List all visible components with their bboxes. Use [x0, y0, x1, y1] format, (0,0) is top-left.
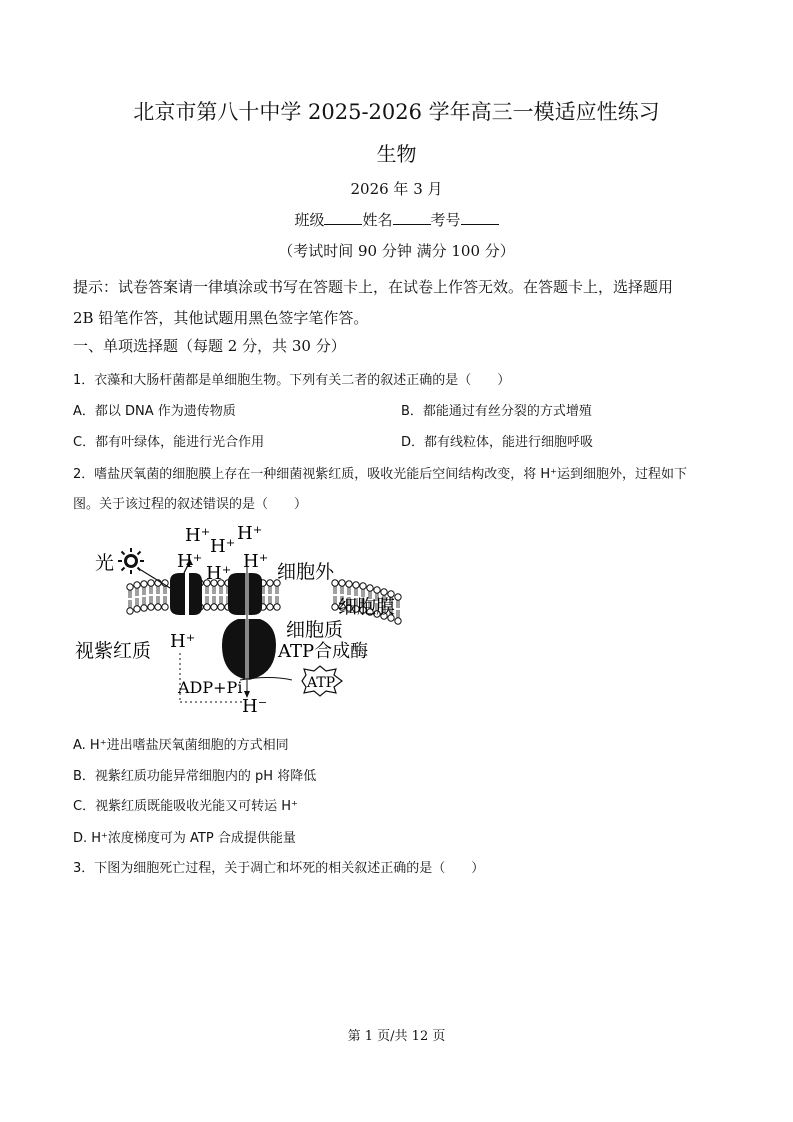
h-plus-2: H⁺ — [210, 536, 236, 557]
h-plus-5: H⁺ — [206, 563, 232, 584]
student-info — [0, 209, 793, 230]
label-cytoplasm: 细胞质 — [286, 619, 344, 641]
h-plus-inside: H⁺ — [170, 631, 196, 652]
name-label: 姓名 — [362, 211, 393, 229]
h-minus-bottom: H⁻ — [242, 696, 268, 717]
hint-line-1: 提示：试卷答案请一律填涂或书写在答题卡上，在试卷上作答无效。在答题卡上，选择题用 — [73, 278, 674, 296]
q2-option-a: A. H⁺进出嗜盐厌氧菌细胞的方式相同 — [73, 738, 289, 753]
q2-option-c: C．视紫红质既能吸收光能又可转运 H⁺ — [73, 799, 298, 814]
exam-hint — [73, 272, 733, 334]
atp-synthase-head — [222, 619, 276, 680]
subject-title: 生物 — [376, 142, 417, 166]
label-light: 光 — [95, 552, 115, 574]
h-plus-6: H⁺ — [243, 551, 269, 572]
question-2-stem-line-2: 图。关于该过程的叙述错误的是（ ） — [73, 497, 308, 512]
q1-option-b: B．都能通过有丝分裂的方式增殖 — [401, 404, 592, 419]
question-3-stem: 3．下图为细胞死亡过程，关于凋亡和坏死的相关叙述正确的是（ ） — [73, 861, 485, 876]
question-2-stem-line-1: 2．嗜盐厌氧菌的细胞膜上存在一种细菌视紫红质，吸收光能后空间结构改变，将 H⁺运到细胞外，过程如下 — [73, 467, 688, 482]
section-title: 一、单项选择题（每题 2 分，共 30 分） — [73, 337, 346, 355]
class-blank — [324, 210, 362, 225]
number-label: 考号 — [430, 211, 461, 229]
page-title: 北京市第八十中学 2025-2026 学年高三一模适应性练习 — [133, 100, 660, 124]
label-outside: 细胞外 — [277, 561, 335, 583]
q2-option-d: D. H⁺浓度梯度可为 ATP 合成提供能量 — [73, 831, 296, 846]
class-label: 班级 — [294, 211, 325, 229]
hint-line-2: 2B 铅笔作答，其他试题用黑色签字笔作答。 — [73, 309, 369, 327]
number-blank — [461, 210, 499, 225]
atp-synthase-membrane-part — [228, 573, 262, 615]
label-atp: ATP — [307, 675, 336, 691]
h-plus-3: H⁺ — [237, 523, 263, 544]
sun-icon — [118, 548, 144, 574]
page-footer: 第 1 页/共 12 页 — [347, 1029, 446, 1044]
label-membrane: 细胞膜 — [338, 596, 396, 618]
q1-option-d: D．都有线粒体，能进行细胞呼吸 — [401, 435, 594, 450]
rhodopsin-right — [189, 573, 202, 615]
h-plus-4: H⁺ — [177, 551, 203, 572]
q2-option-b: B．视紫红质功能异常细胞内的 pH 将降低 — [73, 769, 317, 784]
proton-pump-figure — [70, 515, 415, 720]
exam-date: 2026 年 3 月 — [350, 180, 443, 198]
q1-option-c: C．都有叶绿体，能进行光合作用 — [73, 435, 265, 450]
h-plus-1: H⁺ — [185, 525, 211, 546]
q1-option-a: A．都以 DNA 作为遗传物质 — [73, 404, 236, 419]
rhodopsin-left — [170, 573, 185, 615]
label-rhodopsin: 视紫红质 — [75, 640, 152, 662]
question-1-stem: 1．衣藻和大肠杆菌都是单细胞生物。下列有关二者的叙述正确的是（ ） — [73, 373, 511, 388]
name-blank — [393, 210, 431, 225]
label-adp-pi: ADP+Pi — [178, 678, 243, 697]
label-atp-synthase: ATP合成酶 — [278, 641, 369, 662]
exam-time-note: （考试时间 90 分钟 满分 100 分） — [278, 242, 515, 260]
